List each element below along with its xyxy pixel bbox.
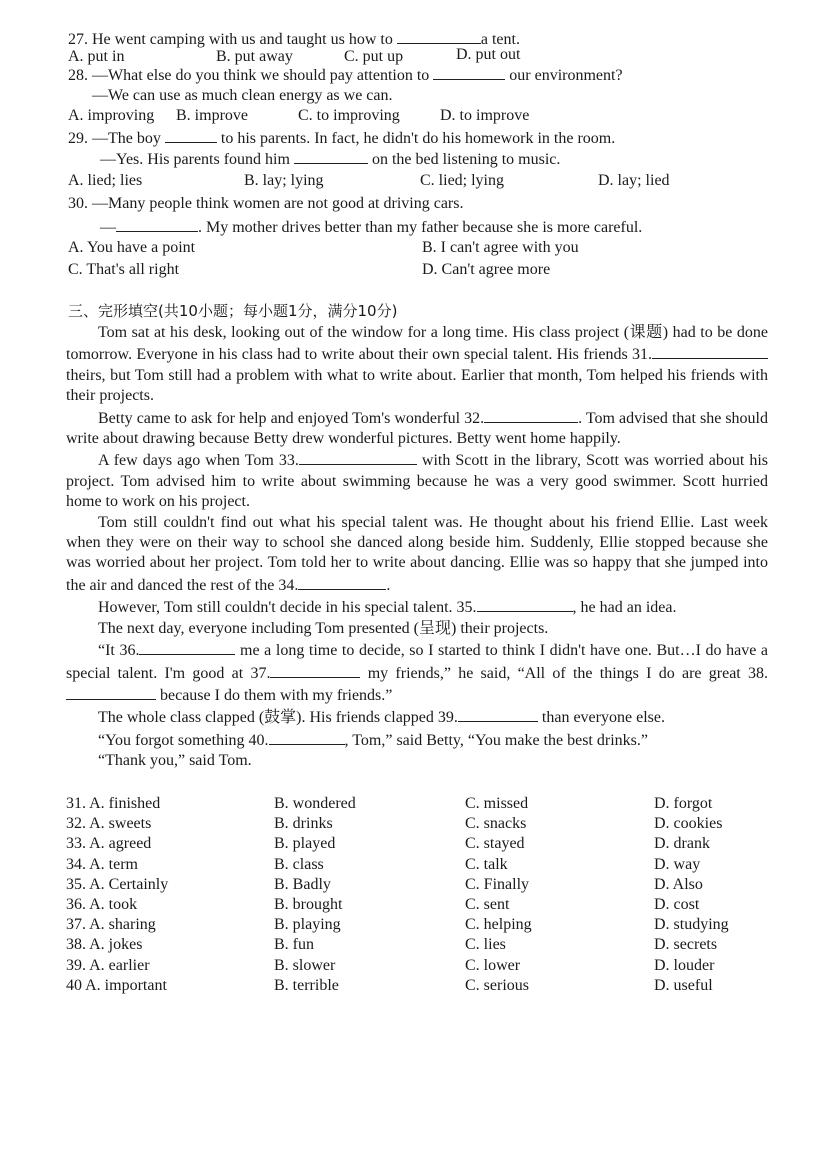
option-27-d: D. put out: [456, 46, 521, 63]
passage-paragraph: [66, 449, 768, 512]
passage-text: “You forgot something 40.: [98, 731, 269, 749]
blank-37: [270, 662, 360, 678]
question-29-stem: [68, 127, 615, 149]
section-heading: 三、完形填空(共10小题；每小题1分，满分10分): [68, 302, 398, 320]
blank-34: [298, 574, 386, 590]
passage-text: “It 36.: [98, 642, 140, 660]
passage-text: A few days ago when Tom 33.: [98, 452, 299, 470]
cloze-option-34-b: B. class: [274, 855, 324, 873]
cloze-option-32-c: C. snacks: [465, 815, 527, 833]
passage-text: my friends,” he said, “All of the things I do are great 38.: [360, 664, 768, 682]
cloze-option-36-a: 36. A. took: [66, 896, 138, 913]
cloze-option-40-d: D. useful: [654, 976, 713, 994]
question-30-reply: [100, 216, 642, 238]
option-30-a: A. You have a point: [68, 239, 196, 256]
cloze-option-35-b: B. Badly: [274, 875, 331, 893]
cloze-option-31-a: 31. A. finished: [66, 795, 161, 812]
option-29-d: D. lay; lied: [598, 172, 670, 189]
cloze-option-40-b: B. terrible: [274, 976, 339, 994]
answer-blank: [294, 148, 368, 164]
cloze-option-39-a: 39. A. earlier: [66, 956, 150, 974]
cloze-option-33-d: D. drank: [654, 835, 710, 853]
blank-32: [484, 407, 578, 423]
answer-blank: [116, 216, 198, 232]
answer-blank: [397, 28, 481, 44]
question-27-text-end: a tent.: [480, 31, 520, 48]
cloze-option-36-b: B. brought: [274, 896, 343, 913]
question-29-reply: [100, 148, 560, 170]
option-29-c: C. lied; lying: [420, 172, 504, 189]
passage-text: with Scott in the library, Scott was worried about his project. Tom advised him to write about swimming because he was a very good swimmer. Scott hurried home to work on his project.: [66, 452, 768, 511]
cloze-option-38-c: C. lies: [465, 936, 506, 954]
cloze-option-39-c: C. lower: [465, 956, 521, 974]
question-29-text-end: to his parents. In fact, he didn't do his homework in the room.: [216, 130, 616, 147]
passage-paragraph: [66, 639, 768, 706]
passage-text: than everyone else.: [537, 709, 665, 727]
passage-paragraph: [66, 323, 768, 407]
option-29-b: B. lay; lying: [244, 172, 324, 189]
question-28-text-end: our environment?: [505, 67, 623, 84]
cloze-option-32-a: 32. A. sweets: [66, 815, 152, 833]
blank-38: [66, 684, 156, 700]
question-28-text: 28. —What else do you think we should pay attention to: [68, 67, 434, 84]
question-27-text: 27. He went camping with us and taught us how to: [68, 31, 397, 48]
passage-text: , he had an idea.: [572, 599, 677, 617]
cloze-option-39-d: D. louder: [654, 956, 715, 974]
cloze-option-32-d: D. cookies: [654, 815, 723, 833]
question-29-reply-text: —Yes. His parents found him: [100, 151, 294, 168]
cloze-option-38-d: D. secrets: [654, 936, 718, 954]
option-27-a: A. put in: [68, 48, 125, 65]
cloze-option-35-c: C. Finally: [465, 875, 530, 893]
cloze-option-35-a: 35. A. Certainly: [66, 875, 169, 893]
passage-text: However, Tom still couldn't decide in his special talent. 35.: [98, 599, 477, 617]
passage-paragraph: [66, 706, 768, 728]
cloze-option-36-c: C. sent: [465, 896, 510, 913]
blank-33: [299, 449, 417, 465]
passage-text: . Tom advised that she should write about drawing because Betty drew wonderful pictures. Betty went home happily.: [66, 409, 768, 448]
question-30-reply-text: —: [100, 219, 116, 236]
cloze-option-33-b: B. played: [274, 835, 336, 853]
blank-35: [477, 596, 573, 612]
cloze-passage: [66, 323, 768, 772]
question-30-stem: 30. —Many people think women are not good at driving cars.: [68, 195, 464, 212]
cloze-option-40-a: 40 A. important: [66, 976, 167, 994]
blank-31: [652, 343, 768, 359]
passage-paragraph: [66, 513, 768, 597]
cloze-option-36-d: D. cost: [654, 896, 700, 913]
passage-text: The whole class clapped (鼓掌). His friends clapped 39.: [98, 709, 458, 727]
passage-text: theirs, but Tom still had a problem with what to write about. Earlier that month, Tom helped his friends with their projects.: [66, 366, 768, 405]
passage-text: .: [386, 576, 391, 594]
cloze-option-34-c: C. talk: [465, 855, 508, 873]
cloze-option-34-a: 34. A. term: [66, 855, 138, 873]
cloze-option-38-a: 38. A. jokes: [66, 936, 143, 954]
passage-text: Betty came to ask for help and enjoyed Tom's wonderful 32.: [98, 409, 485, 427]
passage-text: Tom still couldn't find out what his special talent was. He thought about his friend Ellie. Last week when they were on their way to school she danced along beside him. Suddenly, Ellie stopped because she was worried about her project. Tom told her to write about dancing. Ellie was so happy that she jumped into the air and danced the rest of the 34.: [66, 513, 768, 594]
passage-paragraph: [66, 619, 768, 639]
answer-blank: [165, 127, 217, 143]
passage-paragraph: [66, 407, 768, 450]
cloze-option-33-c: C. stayed: [465, 835, 525, 853]
cloze-option-31-c: C. missed: [465, 795, 529, 812]
option-30-c: C. That's all right: [68, 261, 180, 278]
cloze-option-37-c: C. helping: [465, 916, 532, 934]
passage-text: me a long time to decide, so I started to think I didn't have one. But…I do have a special talent. I'm good at 37.: [66, 642, 769, 682]
option-28-d: D. to improve: [440, 107, 530, 124]
option-29-a: A. lied; lies: [68, 172, 143, 189]
question-29-reply-end: on the bed listening to music.: [367, 151, 561, 168]
cloze-option-37-a: 37. A. sharing: [66, 916, 156, 934]
cloze-option-38-b: B. fun: [274, 936, 314, 954]
cloze-option-37-b: B. playing: [274, 916, 341, 934]
option-30-b: B. I can't agree with you: [422, 239, 579, 256]
cloze-option-37-d: D. studying: [654, 916, 729, 934]
option-28-c: C. to improving: [298, 107, 400, 124]
question-30-reply-end: . My mother drives better than my father because she is more careful.: [198, 219, 643, 236]
question-27-stem: [68, 28, 520, 50]
question-28-reply: —We can use as much clean energy as we can.: [92, 87, 393, 104]
passage-text: The next day, everyone including Tom presented (呈现) their projects.: [98, 619, 549, 637]
answer-blank: [433, 64, 505, 80]
blank-36: [139, 639, 235, 655]
blank-40: [269, 729, 345, 745]
question-29-text: 29. —The boy: [68, 130, 165, 147]
passage-text: , Tom,” said Betty, “You make the best drinks.”: [344, 731, 648, 749]
passage-text: because I do them with my friends.”: [156, 686, 393, 704]
cloze-option-39-b: B. slower: [274, 956, 336, 974]
passage-text: Tom sat at his desk, looking out of the window for a long time. His class project (课题) had to be done tomorrow. Everyone in his class had to write about their own special talent. His friends 31.: [66, 324, 768, 364]
cloze-option-34-d: D. way: [654, 855, 701, 873]
cloze-option-31-d: D. forgot: [654, 795, 713, 812]
passage-paragraph: [66, 751, 768, 771]
cloze-option-31-b: B. wondered: [274, 795, 356, 812]
cloze-option-40-c: C. serious: [465, 976, 529, 994]
question-28-stem: [68, 64, 623, 86]
cloze-option-33-a: 33. A. agreed: [66, 835, 152, 853]
option-27-b: B. put away: [216, 48, 293, 65]
option-28-b: B. improve: [176, 107, 248, 124]
option-30-d: D. Can't agree more: [422, 261, 551, 278]
cloze-option-32-b: B. drinks: [274, 815, 333, 833]
passage-paragraph: [66, 596, 768, 618]
option-27-c: C. put up: [344, 48, 404, 65]
option-28-a: A. improving: [68, 107, 155, 124]
blank-39: [458, 706, 538, 722]
passage-text: “Thank you,” said Tom.: [98, 752, 252, 770]
cloze-option-35-d: D. Also: [654, 875, 703, 893]
passage-paragraph: [66, 729, 768, 751]
